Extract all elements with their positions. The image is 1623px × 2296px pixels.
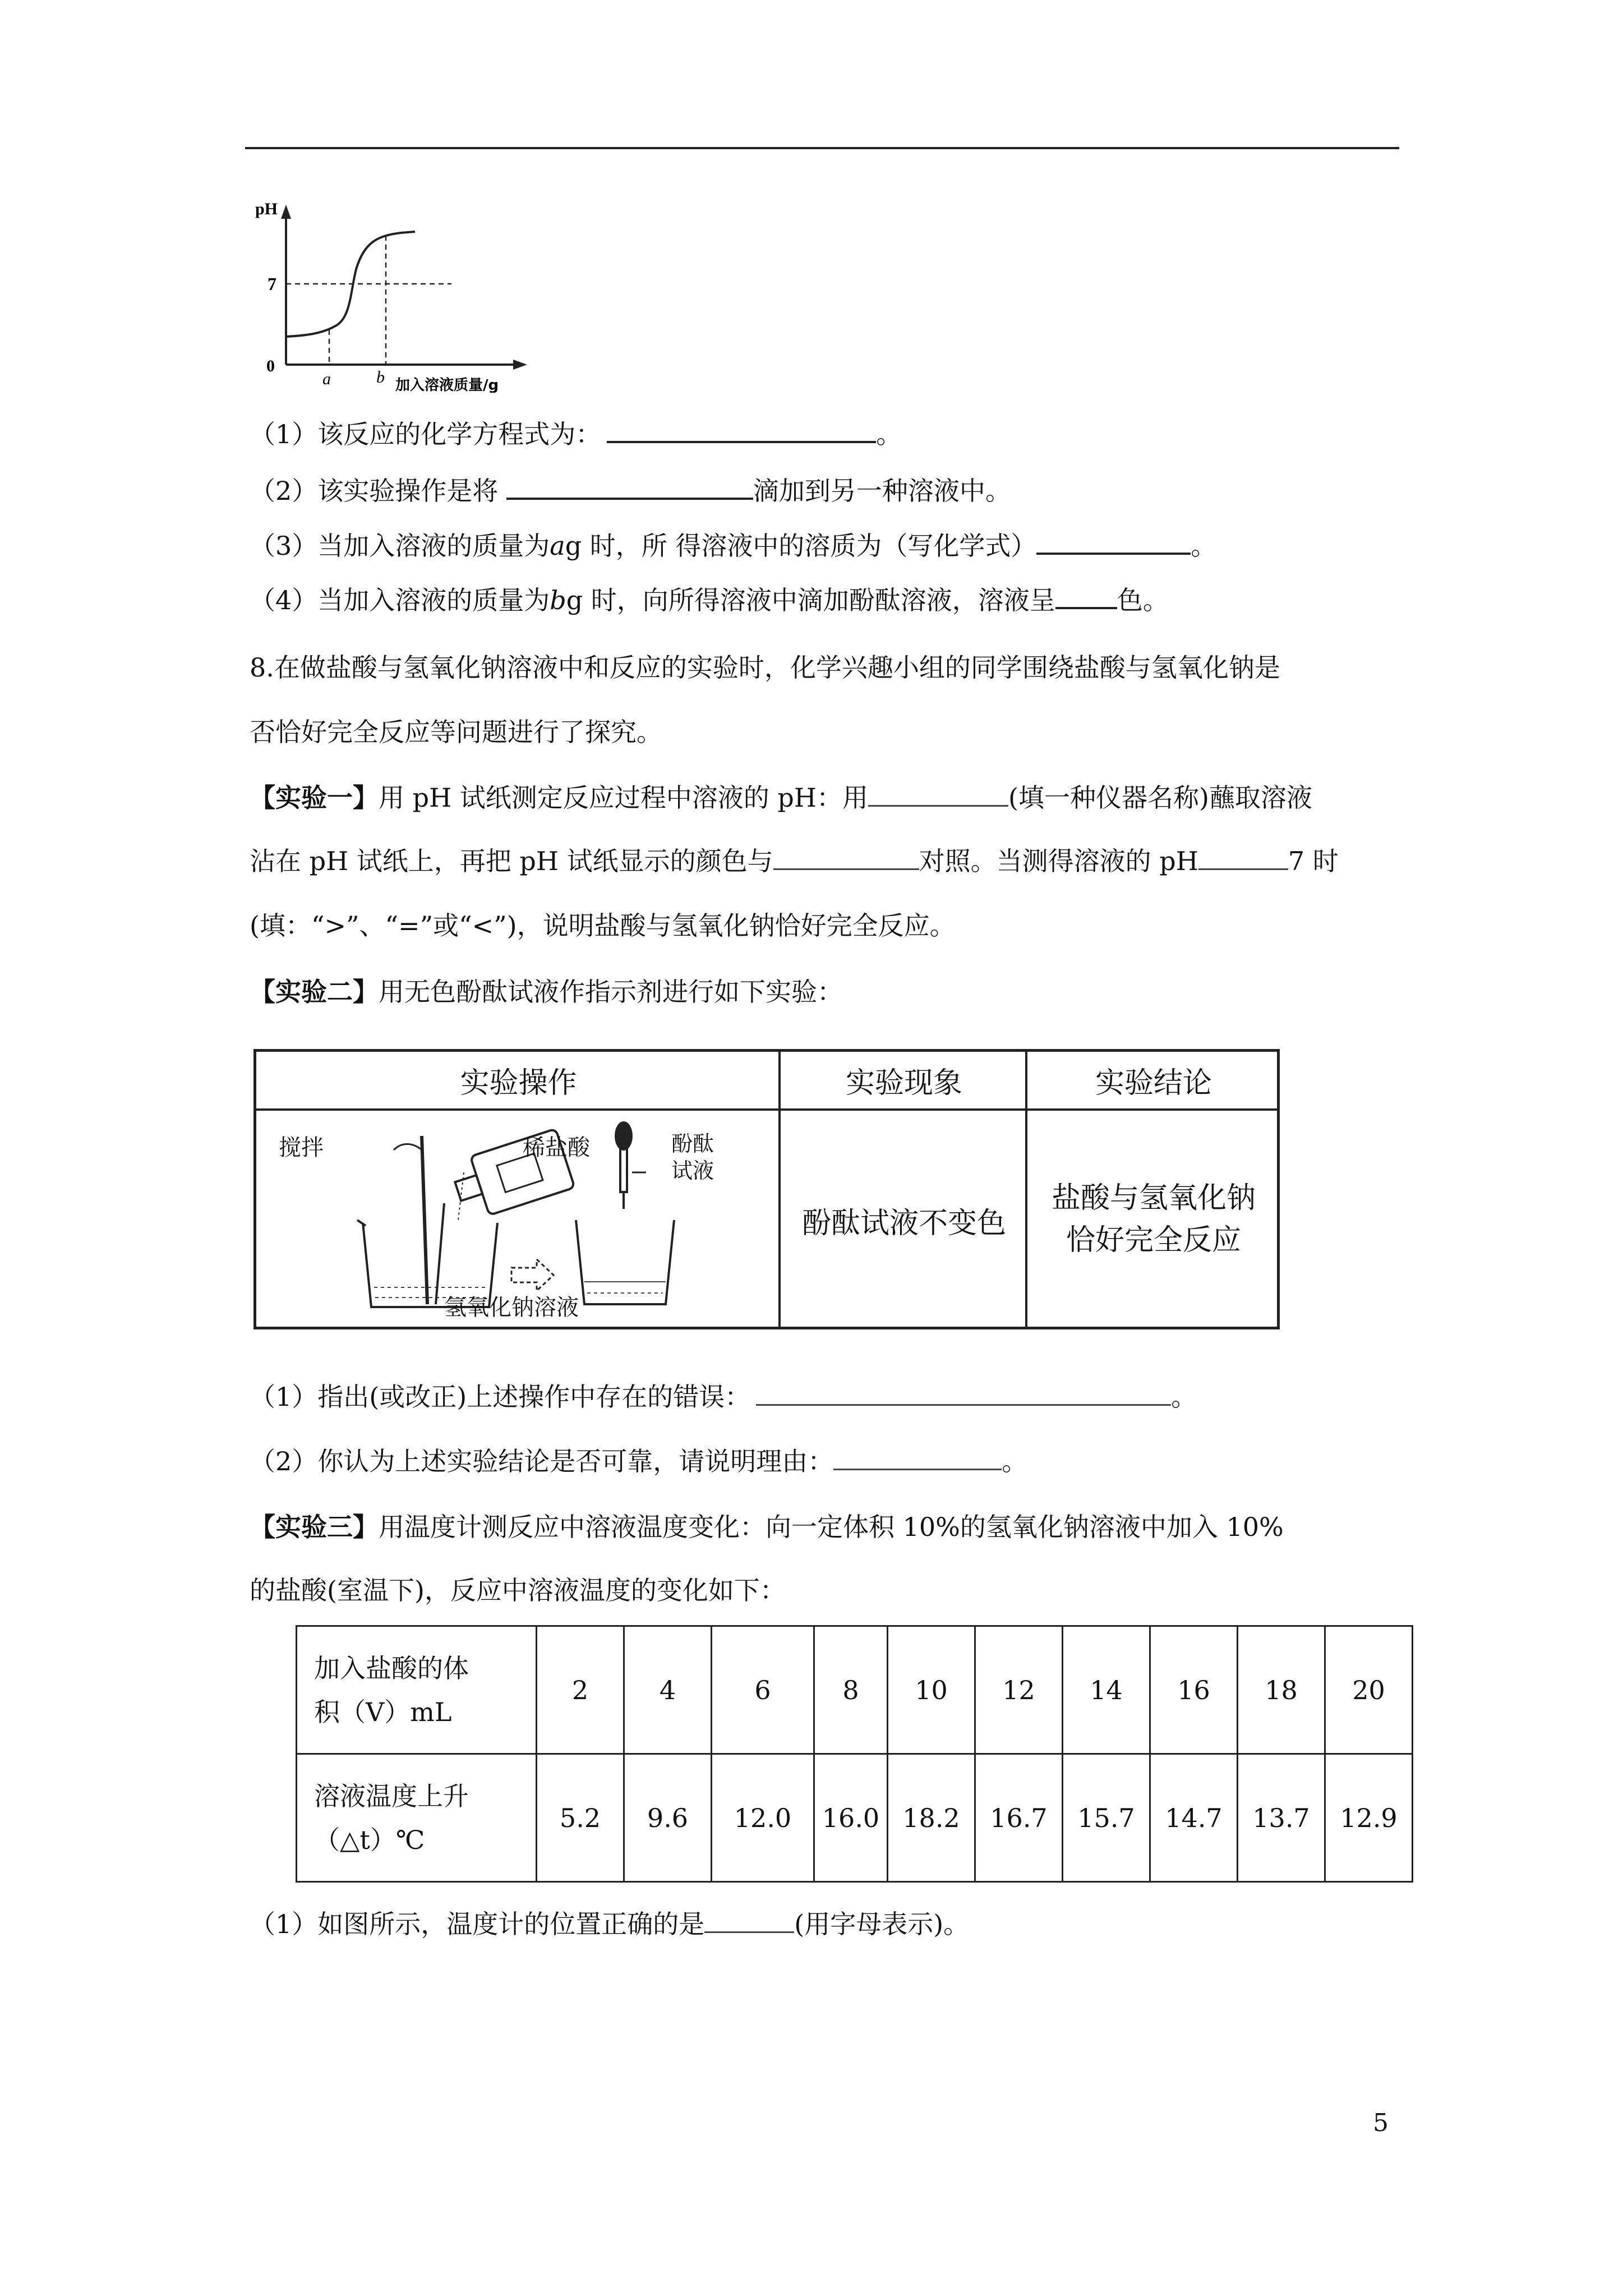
exp1-line-3: (填：“>”、“=”或“<”)，说明盐酸与氢氧化钠恰好完全反应。 xyxy=(250,910,956,941)
q7-line-1: （1）该反应的化学方程式为： 。 xyxy=(250,419,902,449)
exp3-q1-blank[interactable] xyxy=(704,1909,794,1933)
q7-blank-1[interactable] xyxy=(607,418,876,443)
q8-intro-2: 否恰好完全反应等问题进行了探究。 xyxy=(250,717,662,747)
q7-blank-3[interactable] xyxy=(1036,530,1191,555)
graph-x-tick-b: b xyxy=(376,368,385,386)
exp3-line-2: 的盐酸(室温下)，反应中溶液温度的变化如下： xyxy=(250,1575,786,1605)
q7-line-2: （2）该实验操作是将 滴加到另一种溶液中。 xyxy=(250,476,1011,506)
header-rule xyxy=(245,147,1399,149)
table-row-volume xyxy=(297,1626,1413,1754)
volume-cell: 12 xyxy=(975,1626,1063,1754)
label-phenolphthalein-1: 酚酞 xyxy=(671,1131,714,1156)
volume-cell: 16 xyxy=(1150,1626,1238,1754)
q8-intro-1: 8.在做盐酸与氢氧化钠溶液中和反应的实验时，化学兴趣小组的同学围绕盐酸与氢氧化钠是 xyxy=(250,652,1280,683)
temp-cell: 12.0 xyxy=(712,1754,814,1882)
temp-cell: 12.9 xyxy=(1325,1754,1413,1882)
volume-cell: 14 xyxy=(1063,1626,1150,1754)
temp-cell: 5.2 xyxy=(537,1754,624,1882)
volume-cell: 4 xyxy=(624,1626,712,1754)
header-phenomenon: 实验现象 xyxy=(781,1052,1027,1111)
temp-cell: 15.7 xyxy=(1063,1754,1150,1882)
exp3-q1: （1）如图所示，温度计的位置正确的是 (用字母表示)。 xyxy=(250,1909,970,1939)
exp1-blank-instrument[interactable] xyxy=(868,783,1008,807)
graph-y-label: pH xyxy=(255,202,278,218)
q7-line-4: （4）当加入溶液的质量为bg 时，向所得溶液中滴加酚酞溶液，溶液呈 色。 xyxy=(250,585,1169,615)
q7-blank-2[interactable] xyxy=(506,475,753,500)
temp-cell: 18.2 xyxy=(888,1754,975,1882)
ph-curve-graph xyxy=(244,202,536,393)
row-label-volume: 加入盐酸的体 积（V）mL xyxy=(297,1626,537,1754)
row-label-temperature: 溶液温度上升 （△t）℃ xyxy=(297,1754,537,1882)
q7-line-3: （3）当加入溶液的质量为ag 时，所 得溶液中的溶质为（写化学式） 。 xyxy=(250,531,1217,561)
exp2-q2-blank[interactable] xyxy=(833,1446,1002,1470)
volume-cell: 10 xyxy=(888,1626,975,1754)
graph-seven-tick: 7 xyxy=(268,274,276,294)
exp1-line-1: 【实验一】用 pH 试纸测定反应过程中溶液的 pH：用 (填一种仪器名称)蘸取溶液 xyxy=(250,783,1312,813)
phenomenon-text: 酚酞试液不变色 xyxy=(801,1207,1006,1240)
exp3-line-1: 【实验三】用温度计测反应中溶液温度变化：向一定体积 10%的氢氧化钠溶液中加入 10% xyxy=(250,1512,1284,1542)
volume-cell: 18 xyxy=(1238,1626,1325,1754)
temp-cell: 13.7 xyxy=(1238,1754,1325,1882)
conclusion-text-1: 盐酸与氢氧化钠 xyxy=(1051,1181,1256,1215)
exp1-blank-compare[interactable] xyxy=(773,846,919,870)
page-number: 5 xyxy=(1373,2109,1389,2137)
exp1-line-2: 沾在 pH 试纸上，再把 pH 试纸显示的颜色与 对照。当测得溶液的 pH 7 时 xyxy=(250,846,1339,876)
exp2-q1-blank[interactable] xyxy=(756,1382,1171,1406)
graph-origin: 0 xyxy=(266,357,275,375)
label-naoh-solution: 氢氧化钠溶液 xyxy=(444,1295,579,1320)
volume-cell: 8 xyxy=(814,1626,888,1754)
graph-x-tick-a: a xyxy=(322,370,331,388)
experiment-2-table xyxy=(253,1049,1280,1329)
volume-cell: 6 xyxy=(712,1626,814,1754)
volume-cell: 2 xyxy=(537,1626,624,1754)
exp2-line: 【实验二】用无色酚酞试液作指示剂进行如下实验： xyxy=(250,977,843,1007)
header-conclusion: 实验结论 xyxy=(1027,1052,1280,1111)
temp-cell: 9.6 xyxy=(624,1754,712,1882)
exp1-blank-sign[interactable] xyxy=(1198,846,1288,870)
label-stir: 搅拌 xyxy=(279,1135,324,1161)
temp-cell: 16.0 xyxy=(814,1754,888,1882)
volume-cell: 20 xyxy=(1325,1626,1413,1754)
table-row-temperature xyxy=(297,1754,1413,1882)
temp-cell: 14.7 xyxy=(1150,1754,1238,1882)
label-phenolphthalein-2: 试液 xyxy=(671,1158,714,1183)
conclusion-text-2: 恰好完全反应 xyxy=(1066,1223,1241,1257)
temp-cell: 16.7 xyxy=(975,1754,1063,1882)
label-dilute-hcl: 稀盐酸 xyxy=(523,1135,590,1161)
experiment-3-table xyxy=(296,1625,1413,1883)
exp2-q2: （2）你认为上述实验结论是否可靠，请说明理由： 。 xyxy=(250,1446,1028,1476)
q7-blank-4[interactable] xyxy=(1055,585,1117,609)
header-operation: 实验操作 xyxy=(256,1052,781,1111)
exp2-q1: （1）指出(或改正)上述操作中存在的错误： 。 xyxy=(250,1382,1197,1412)
graph-x-label: 加入溶液质量/g xyxy=(395,377,499,393)
